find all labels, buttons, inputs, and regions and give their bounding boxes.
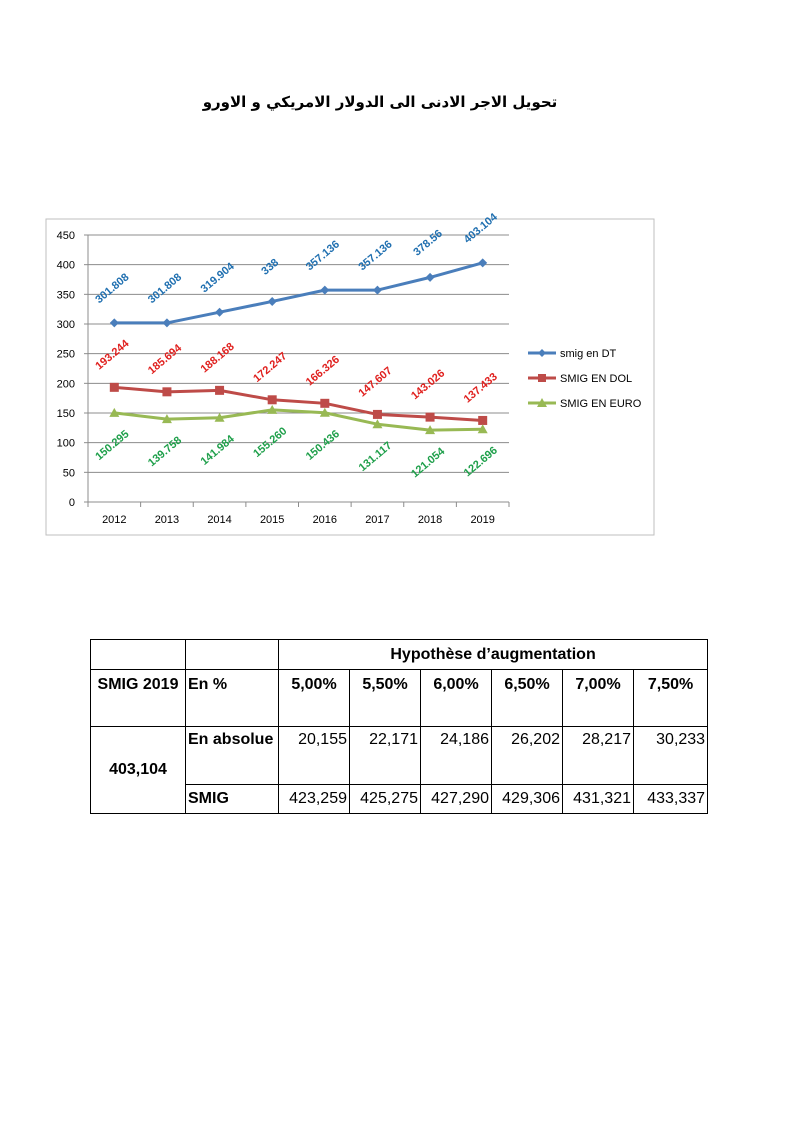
percent-cell: 7,50% (634, 670, 708, 727)
data-point (110, 383, 119, 392)
percent-cell: 6,00% (421, 670, 492, 727)
label-en-percent: En % (186, 670, 279, 727)
data-label: 378.56 (411, 227, 445, 259)
smig-cell: 433,337 (634, 785, 708, 814)
y-tick-label: 50 (62, 467, 75, 480)
table-row-absolute (91, 727, 708, 785)
percent-cell: 5,00% (279, 670, 350, 727)
x-tick-label: 2019 (470, 514, 495, 526)
base-value: 403,104 (91, 727, 186, 814)
data-label: 131.117 (356, 439, 395, 475)
absolute-cell: 22,171 (350, 727, 421, 785)
x-tick-label: 2016 (312, 514, 338, 526)
data-label: 357.136 (303, 238, 342, 274)
absolute-cell: 28,217 (563, 727, 634, 785)
data-label: 155.260 (251, 425, 290, 460)
smig-cell: 431,321 (563, 785, 634, 814)
y-tick-label: 250 (56, 348, 75, 361)
table-cell-empty (91, 640, 186, 670)
data-label: 188.168 (198, 340, 237, 376)
smig-cell: 429,306 (492, 785, 563, 814)
data-label: 139.758 (145, 434, 185, 470)
data-point (426, 413, 435, 422)
y-tick-label: 350 (56, 289, 75, 302)
legend-marker (538, 374, 546, 382)
y-tick-label: 150 (56, 408, 75, 420)
label-smig-2019: SMIG 2019 (91, 670, 186, 727)
data-label: 357.136 (356, 238, 395, 274)
x-tick-label: 2014 (207, 514, 232, 526)
x-tick-label: 2012 (102, 514, 127, 526)
data-label: 172.247 (251, 350, 290, 385)
data-label: 301.808 (93, 271, 132, 307)
x-tick-label: 2013 (154, 514, 180, 526)
augmentation-table (90, 639, 708, 814)
percent-cell: 5,50% (350, 670, 421, 727)
data-point (478, 416, 487, 425)
absolute-cell: 26,202 (492, 727, 563, 785)
data-label: 185.694 (145, 342, 185, 377)
x-tick-label: 2018 (417, 514, 443, 526)
absolute-cell: 30,233 (634, 727, 708, 785)
legend-label: smig en DT (560, 348, 617, 360)
data-label: 150.436 (303, 428, 342, 463)
y-tick-label: 200 (56, 378, 75, 391)
absolute-cell: 20,155 (279, 727, 350, 785)
data-label: 301.808 (145, 271, 185, 307)
x-tick-label: 2017 (365, 514, 390, 526)
data-label: 193.244 (93, 337, 132, 373)
data-label: 338 (259, 256, 282, 278)
data-label: 121.054 (409, 445, 448, 481)
table-row-percent (91, 670, 708, 727)
data-point (215, 386, 224, 395)
percent-cell: 7,00% (563, 670, 634, 727)
data-label: 150.295 (93, 428, 132, 463)
data-label: 403.104 (461, 211, 500, 246)
data-point (373, 410, 382, 419)
data-point (162, 387, 171, 396)
page-title: تحويل الاجر الادنى الى الدولار الامريكي و الاورو (202, 93, 558, 111)
data-point (268, 395, 277, 404)
legend-label: SMIG EN DOL (560, 373, 633, 385)
smig-cell: 427,290 (421, 785, 492, 814)
percent-cell: 6,50% (492, 670, 563, 727)
legend-label: SMIG EN EURO (560, 398, 642, 410)
label-smig: SMIG (186, 785, 279, 814)
data-label: 137.433 (461, 370, 500, 406)
x-tick-label: 2015 (259, 514, 285, 526)
y-tick-label: 100 (56, 437, 75, 450)
data-label: 143.026 (409, 367, 448, 403)
y-tick-label: 400 (56, 259, 75, 272)
data-label: 166.326 (303, 353, 342, 389)
table-cell-empty (186, 640, 279, 670)
data-label: 147.607 (356, 364, 395, 400)
data-label: 141.984 (198, 433, 237, 468)
smig-cell: 423,259 (279, 785, 350, 814)
label-en-absolue: En absolue (186, 727, 279, 785)
absolute-cell: 24,186 (421, 727, 492, 785)
smig-cell: 425,275 (350, 785, 421, 814)
data-label: 122.696 (461, 444, 500, 480)
line-chart (0, 0, 800, 560)
data-point (320, 399, 329, 408)
y-tick-label: 450 (56, 230, 75, 242)
y-tick-label: 300 (56, 319, 75, 331)
table-header-row (91, 640, 708, 670)
y-tick-label: 0 (68, 497, 75, 509)
header-hypothese: Hypothèse d’augmentation (279, 640, 708, 670)
data-label: 319.904 (198, 260, 237, 296)
